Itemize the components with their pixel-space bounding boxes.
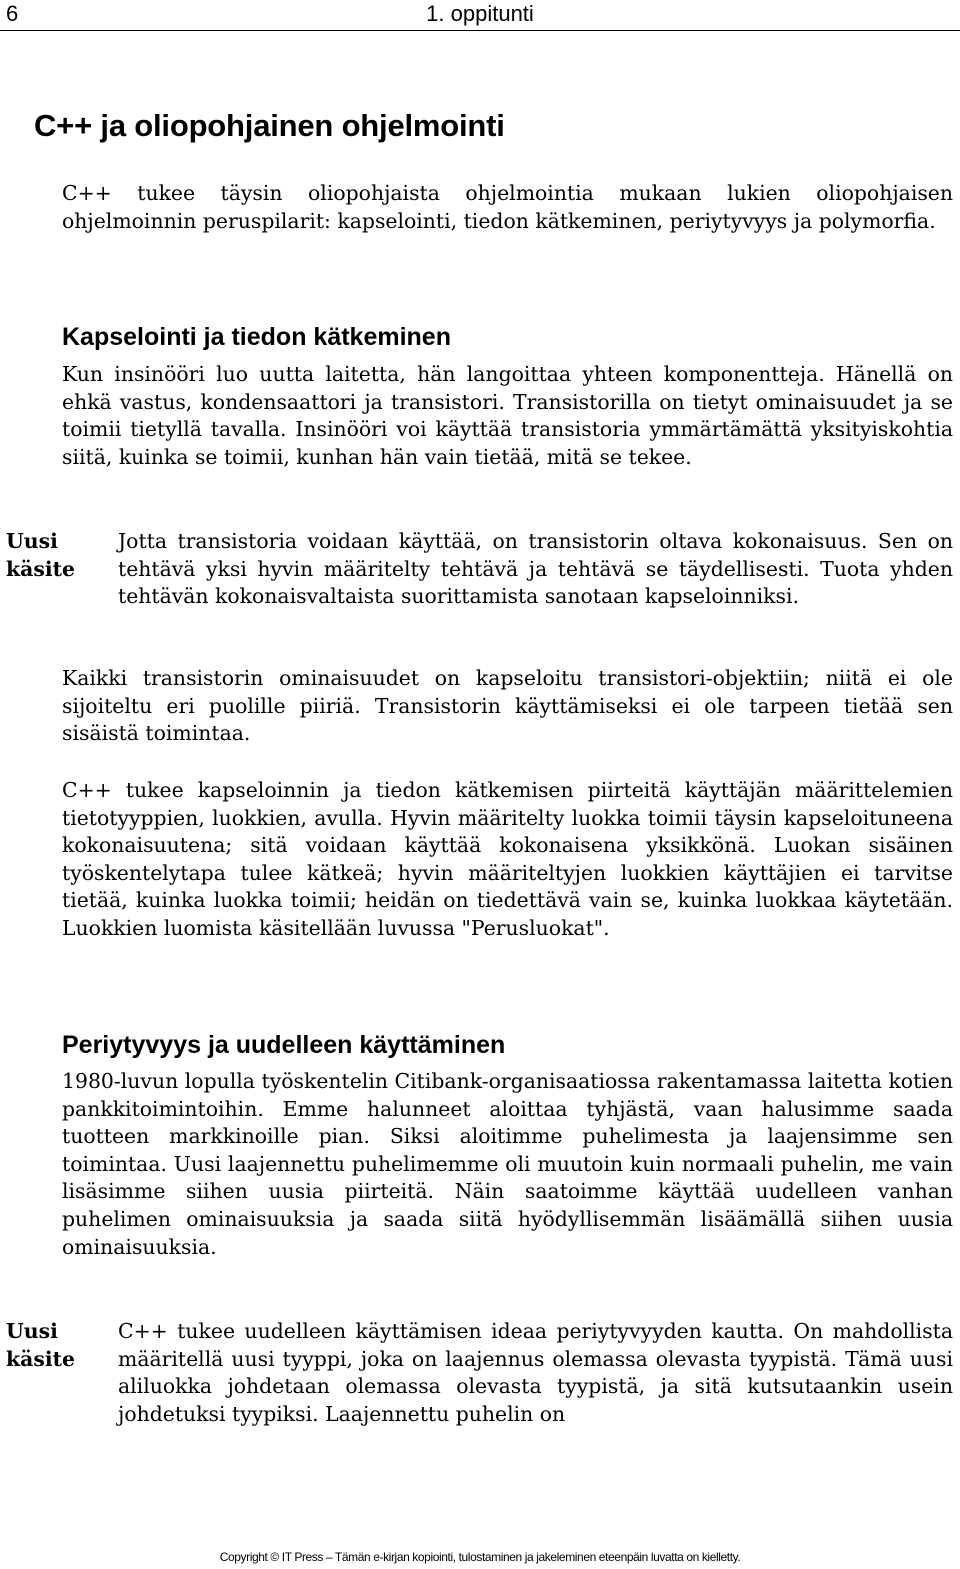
copyright-footer: Copyright © IT Press – Tämän e-kirjan kopiointi, tulostaminen ja jakeleminen eteenpäin luvatta on kielletty. [219,1550,741,1564]
encapsulation-concept-paragraph: Jotta transistoria voidaan käyttää, on transistorin oltava kokonaisuus. Sen on tehtävä yksi hyvin määritelty tehtävä ja tehtävä se täydellisesti. Tuota yhden tehtävän kokonaisvaltaista suorittamista sanotaan kapseloinniksi. [118,529,953,609]
margin-note-line-2: käsite [6,556,75,581]
intro-paragraph: C++ tukee täysin oliopohjaista ohjelmointia mukaan lukien oliopohjaisen ohjelmoinnin peruspilarit: kapselointi, tiedon kätkeminen, periytyvyys ja polymorfia. [62,181,953,233]
inheritance-paragraph-1: 1980-luvun lopulla työskentelin Citibank-organisaatiossa rakentamassa laitetta kotien pankkitoimintoihin. Emme halunneet aloittaa tyhjästä, vaan halusimme saada tuotteen markkinoille pian. Siksi aloitimme puhelimesta ja laajensimme sen toimintaa. Uusi laajennettu puhelimemme oli muutoin kuin normaali puhelin, me vain lisäsimme siihen uusia piirteitä. Näin saatoimme käyttää uudelleen vanhan puhelimen ominaisuuksia ja saada siitä hyödyllisemmän lisäämällä siihen uusia ominaisuuksia. [62,1069,953,1259]
page-title: C++ ja oliopohjainen ohjelmointi [34,108,505,143]
margin-note-line-2: käsite [6,1346,75,1371]
margin-note-line-1: Uusi [6,1319,58,1343]
section-heading-encapsulation: Kapselointi ja tiedon kätkeminen [62,323,451,351]
running-title: 1. oppitunti [426,1,534,26]
margin-note-line-1: Uusi [6,529,58,553]
inheritance-concept-paragraph: C++ tukee uudelleen käyttämisen ideaa periytyvyyden kautta. On mahdollista määritellä uusi tyyppi, joka on laajennus olemassa olevasta tyypistä. Tämä uusi aliluokka johdetaan olemassa olevasta tyypistä, ja sitä kutsutaankin usein johdetuksi tyypiksi. Laajennettu puhelin on [118,1319,953,1426]
page-header [0,0,960,31]
margin-note-new-concept [6,528,75,583]
section-heading-inheritance: Periytyvyys ja uudelleen käyttäminen [62,1031,506,1059]
encapsulation-paragraph-3: C++ tukee kapseloinnin ja tiedon kätkemisen piirteitä käyttäjän määrittelemien tietotyyppien, luokkien, avulla. Hyvin määritelty luokka toimii täysin kapseloituneena kokonaisuutena; sitä voidaan käyttää kokonaisena yksikkönä. Luokan sisäinen työskentelytapa tulee kätkeä; hyvin määriteltyjen luokkien käyttäjien ei tarvitse tietää, kuinka luokka toimii; heidän on tiedettävä vain se, kuinka luokkaa käytetään. Luokkien luomista käsitellään luvussa "Perusluokat". [62,778,953,940]
encapsulation-paragraph-2: Kaikki transistorin ominaisuudet on kapseloitu transistori-objektiin; niitä ei ole sijoiteltu eri puolille piiriä. Transistorin käyttämiseksi ei ole tarpeen tietää sen sisäistä toimintaa. [62,666,953,746]
margin-note-new-concept-2 [6,1318,75,1373]
encapsulation-paragraph-1: Kun insinööri luo uutta laitetta, hän langoittaa yhteen komponentteja. Hänellä on ehkä vastus, kondensaattori ja transistori. Transistorilla on tietyt ominaisuudet ja se toimii tietyllä tavalla. Insinööri voi käyttää transistoria ymmärtämättä yksityiskohtia siitä, kuinka se toimii, kunhan hän vain tietää, mitä se tekee. [62,362,953,469]
page-number: 6 [6,1,19,26]
